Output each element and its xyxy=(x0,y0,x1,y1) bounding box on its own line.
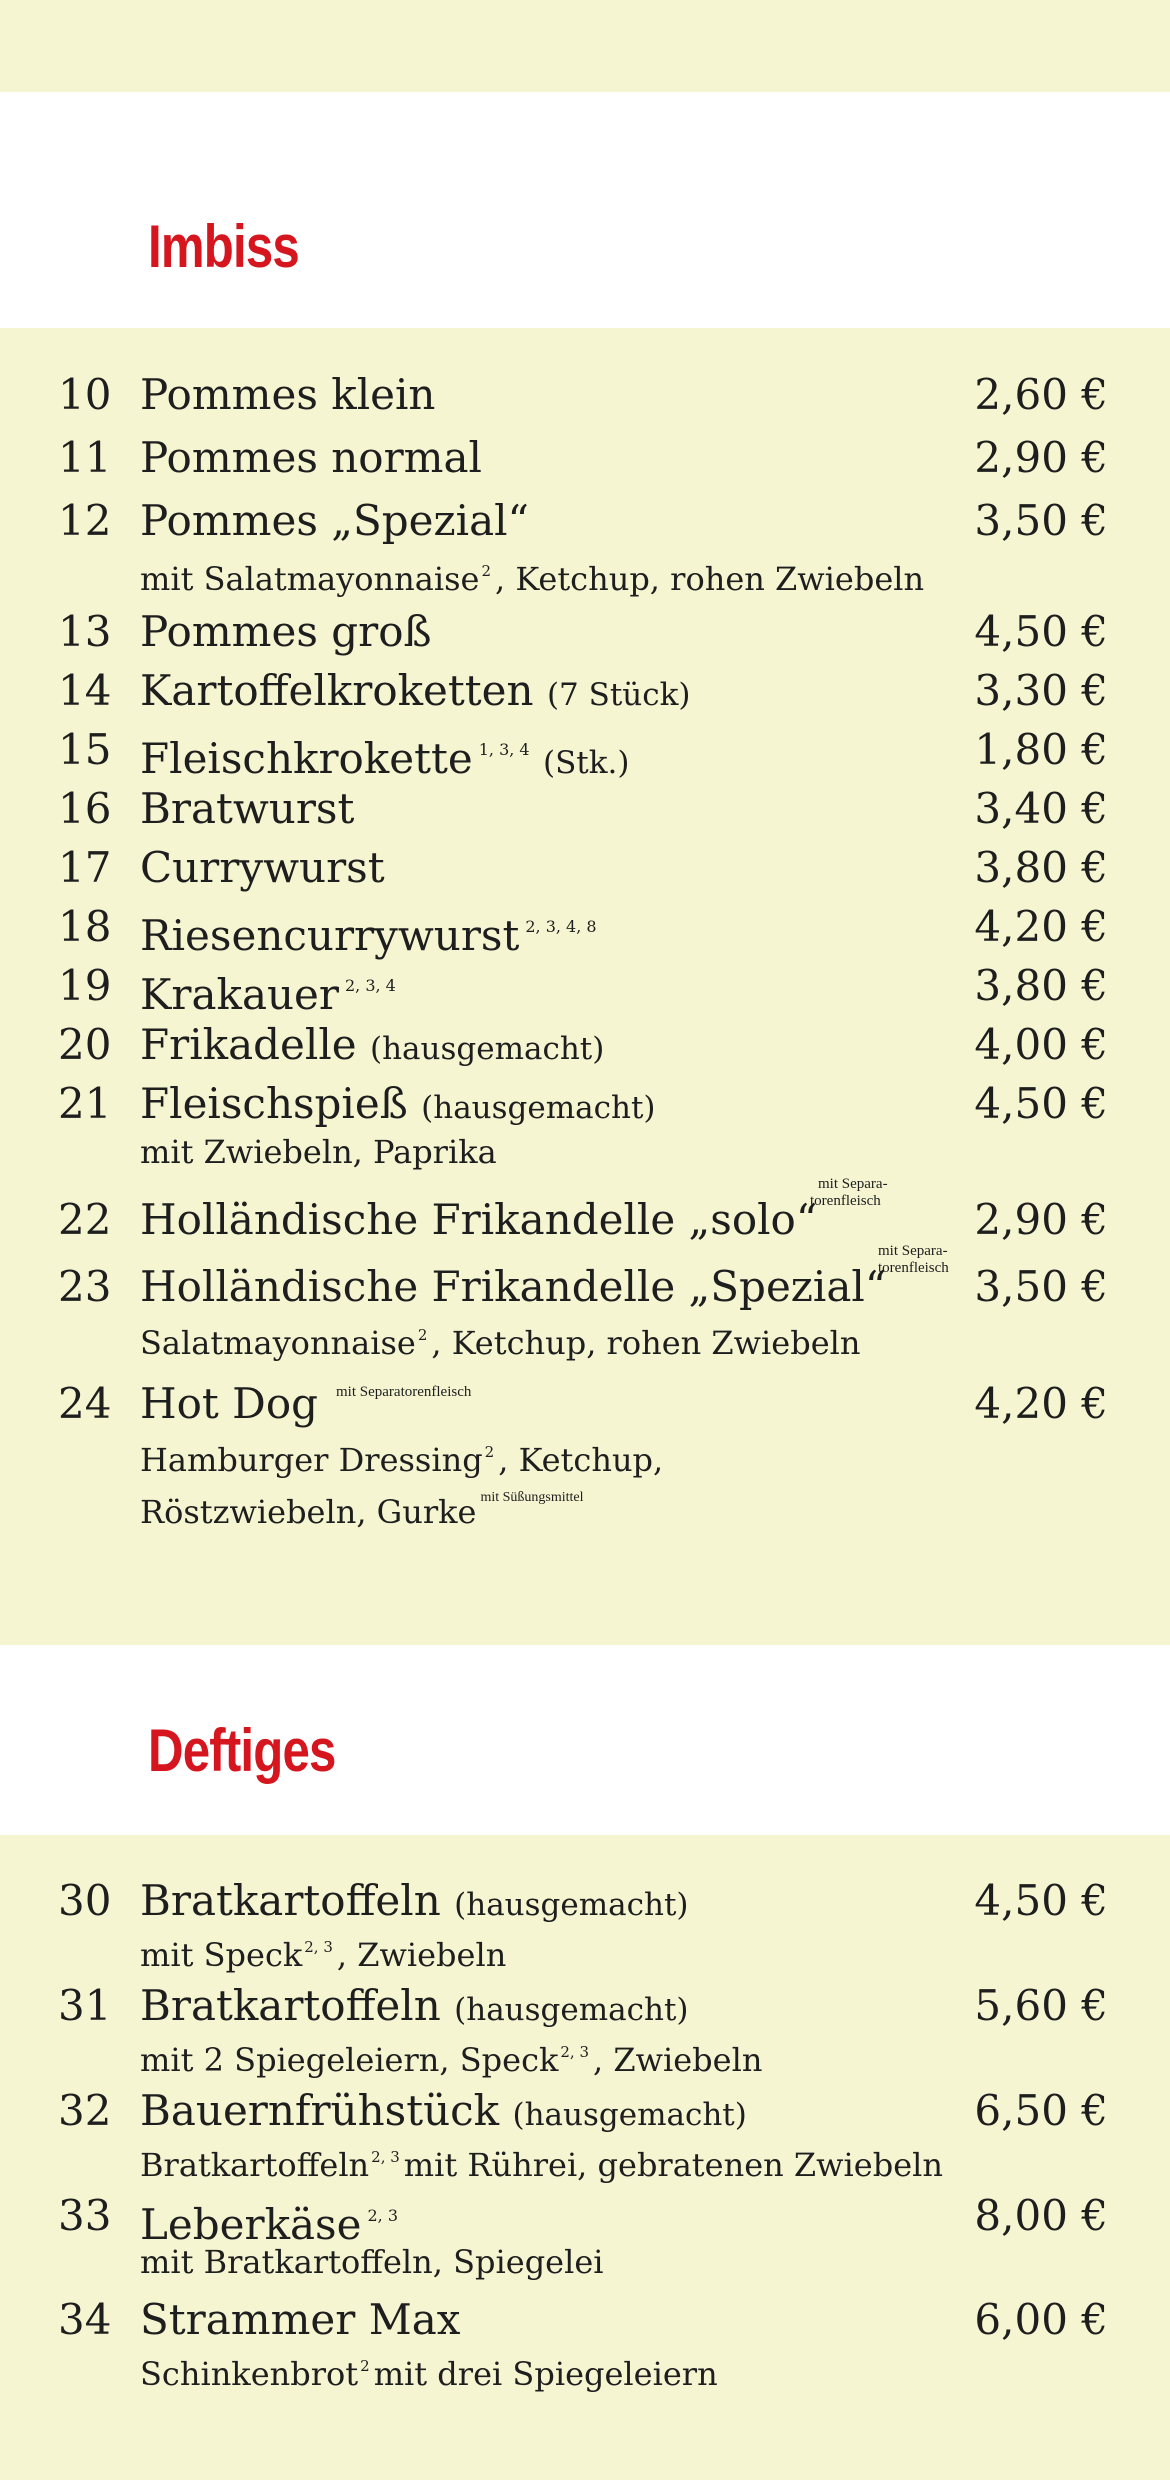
item-price: 4,20 € xyxy=(974,1379,1108,1428)
item-name-text: Bauernfrühstück xyxy=(140,2086,500,2135)
item-description xyxy=(140,2344,718,2396)
sweetener-notice: mit Süßungsmittel xyxy=(480,1490,584,1505)
item-name: Strammer Max xyxy=(140,2295,461,2344)
item-name-text: Kartoffelkroketten xyxy=(140,666,534,715)
item-name xyxy=(140,663,691,723)
additive-codes: 2 xyxy=(484,1443,495,1461)
item-note: (hausgemacht) xyxy=(512,2097,747,2133)
item-name: Pommes „Spezial“ xyxy=(140,496,530,545)
additive-codes: 2 xyxy=(481,562,491,580)
desc-text: , Ketchup, rohen Zwiebeln xyxy=(494,560,925,598)
desc-text: , Zwiebeln xyxy=(593,2041,763,2079)
item-price: 6,00 € xyxy=(974,2295,1108,2344)
item-price: 2,60 € xyxy=(974,370,1108,419)
item-number: 13 xyxy=(58,607,112,656)
desc-text: Röstzwiebeln, Gurke xyxy=(140,1493,477,1531)
imbiss-header-band xyxy=(0,92,1170,328)
top-band xyxy=(0,0,1170,92)
item-name-text: Frikadelle xyxy=(140,1020,357,1069)
item-description xyxy=(140,1430,663,1482)
desc-text: , Zwiebeln xyxy=(336,1936,507,1974)
additive-codes: 2, 3, 4, 8 xyxy=(525,917,597,936)
item-number: 33 xyxy=(58,2191,112,2240)
item-price: 2,90 € xyxy=(974,433,1108,482)
item-number: 31 xyxy=(58,1981,112,2030)
item-name: Hot Dog xyxy=(140,1379,318,1428)
additive-codes: 2, 3, 4 xyxy=(344,976,396,995)
item-name xyxy=(140,1978,689,2038)
item-price: 3,40 € xyxy=(974,784,1108,833)
desc-text: mit Speck xyxy=(140,1936,303,1974)
item-description xyxy=(140,1925,506,1977)
item-name-text: Fleischkrokette xyxy=(140,734,473,783)
item-name-text: Bratkartoffeln xyxy=(140,1981,441,2030)
item-note: (hausgemacht) xyxy=(369,1031,605,1067)
desc-text: mit Salatmayonnaise xyxy=(140,560,480,598)
item-price: 5,60 € xyxy=(974,1981,1108,2030)
desc-text: , Ketchup, xyxy=(498,1441,664,1479)
item-price: 4,50 € xyxy=(974,1079,1108,1128)
item-name: Bratwurst xyxy=(140,784,355,833)
item-price: 3,80 € xyxy=(974,961,1108,1010)
item-name-text: Leberkäse xyxy=(140,2200,362,2249)
item-description xyxy=(140,549,924,601)
item-number: 15 xyxy=(58,725,112,774)
additive-codes: 2 xyxy=(360,2357,370,2375)
additive-codes: 2, 3 xyxy=(367,2206,398,2225)
item-price: 4,00 € xyxy=(974,1020,1108,1069)
section-title-deftiges: Deftiges xyxy=(148,1717,336,1784)
item-price: 3,80 € xyxy=(974,843,1108,892)
desc-text: Salatmayonnaise xyxy=(140,1324,416,1362)
item-name: Pommes groß xyxy=(140,607,432,656)
item-price: 4,20 € xyxy=(974,902,1108,951)
item-number: 24 xyxy=(58,1379,112,1428)
additive-codes: 2, 3 xyxy=(560,2043,590,2061)
desc-text: Hamburger Dressing xyxy=(140,1441,483,1479)
item-note: (hausgemacht) xyxy=(454,1992,689,2028)
item-price: 8,00 € xyxy=(974,2191,1108,2240)
meat-notice xyxy=(810,1176,888,1210)
item-number: 18 xyxy=(58,902,112,951)
item-name-text: Bratkartoffeln xyxy=(140,1876,441,1925)
additive-codes: 2, 3 xyxy=(371,2148,400,2166)
item-number: 22 xyxy=(58,1195,112,1244)
item-number: 34 xyxy=(58,2295,112,2344)
desc-text: Bratkartoffeln xyxy=(140,2146,370,2184)
item-price: 4,50 € xyxy=(974,1876,1108,1925)
item-number: 23 xyxy=(58,1262,112,1311)
item-name-text: Krakauer xyxy=(140,970,339,1019)
item-number: 21 xyxy=(58,1079,112,1128)
meat-notice-line: torenfleisch xyxy=(878,1260,949,1276)
item-number: 11 xyxy=(58,433,112,482)
item-price: 3,50 € xyxy=(974,1262,1108,1311)
item-name: Pommes klein xyxy=(140,370,436,419)
meat-notice-line: mit Separa- xyxy=(878,1243,948,1259)
desc-text: mit 2 Spiegeleiern, Speck xyxy=(140,2041,559,2079)
section-title-imbiss: Imbiss xyxy=(148,213,299,280)
item-number: 16 xyxy=(58,784,112,833)
item-price: 6,50 € xyxy=(974,2086,1108,2135)
item-number: 32 xyxy=(58,2086,112,2135)
additive-codes: 1, 3, 4 xyxy=(478,740,530,759)
item-description xyxy=(140,1313,860,1365)
item-note: (Stk.) xyxy=(542,745,630,781)
item-number: 17 xyxy=(58,843,112,892)
desc-text: , Ketchup, rohen Zwiebeln xyxy=(431,1324,861,1362)
item-number: 20 xyxy=(58,1020,112,1069)
item-note: (7 Stück) xyxy=(546,677,691,713)
item-number: 30 xyxy=(58,1876,112,1925)
desc-text: mit drei Spiegeleiern xyxy=(373,2355,718,2393)
meat-notice xyxy=(878,1243,949,1277)
item-number: 19 xyxy=(58,961,112,1010)
item-name: Holländische Frikandelle „Spezial“ xyxy=(140,1262,887,1311)
meat-notice-line: torenfleisch xyxy=(810,1193,881,1209)
item-name-text: Riesencurrywurst xyxy=(140,911,520,960)
item-name: Currywurst xyxy=(140,843,385,892)
item-description: mit Zwiebeln, Paprika xyxy=(140,1133,497,1171)
item-number: 10 xyxy=(58,370,112,419)
item-name xyxy=(140,899,597,964)
item-number: 14 xyxy=(58,666,112,715)
additive-codes: 2 xyxy=(417,1326,428,1344)
item-note: (hausgemacht) xyxy=(421,1090,656,1126)
item-price: 4,50 € xyxy=(974,607,1108,656)
desc-text: Schinkenbrot xyxy=(140,2355,359,2393)
additive-codes: 2, 3 xyxy=(304,1938,333,1956)
item-price: 3,30 € xyxy=(974,666,1108,715)
item-name-text: Fleischspieß xyxy=(140,1079,408,1128)
item-name xyxy=(140,1017,604,1077)
item-number: 12 xyxy=(58,496,112,545)
item-name xyxy=(140,2083,747,2143)
item-description xyxy=(140,2135,943,2187)
item-note: (hausgemacht) xyxy=(454,1887,689,1923)
item-name xyxy=(140,958,396,1023)
meat-notice: mit Separatorenfleisch xyxy=(336,1384,472,1400)
item-name xyxy=(140,1873,689,1933)
desc-text: mit Rührei, gebratenen Zwiebeln xyxy=(403,2146,943,2184)
item-name xyxy=(140,1076,656,1136)
meat-notice-line: mit Separa- xyxy=(818,1176,888,1192)
item-description xyxy=(140,1476,584,1534)
item-name: Holländische Frikandelle „solo“ xyxy=(140,1195,818,1244)
item-price: 3,50 € xyxy=(974,496,1108,545)
item-name: Pommes normal xyxy=(140,433,482,482)
item-price: 2,90 € xyxy=(974,1195,1108,1244)
item-price: 1,80 € xyxy=(974,725,1108,774)
item-description: mit Bratkartoffeln, Spiegelei xyxy=(140,2243,604,2281)
item-description xyxy=(140,2030,762,2082)
